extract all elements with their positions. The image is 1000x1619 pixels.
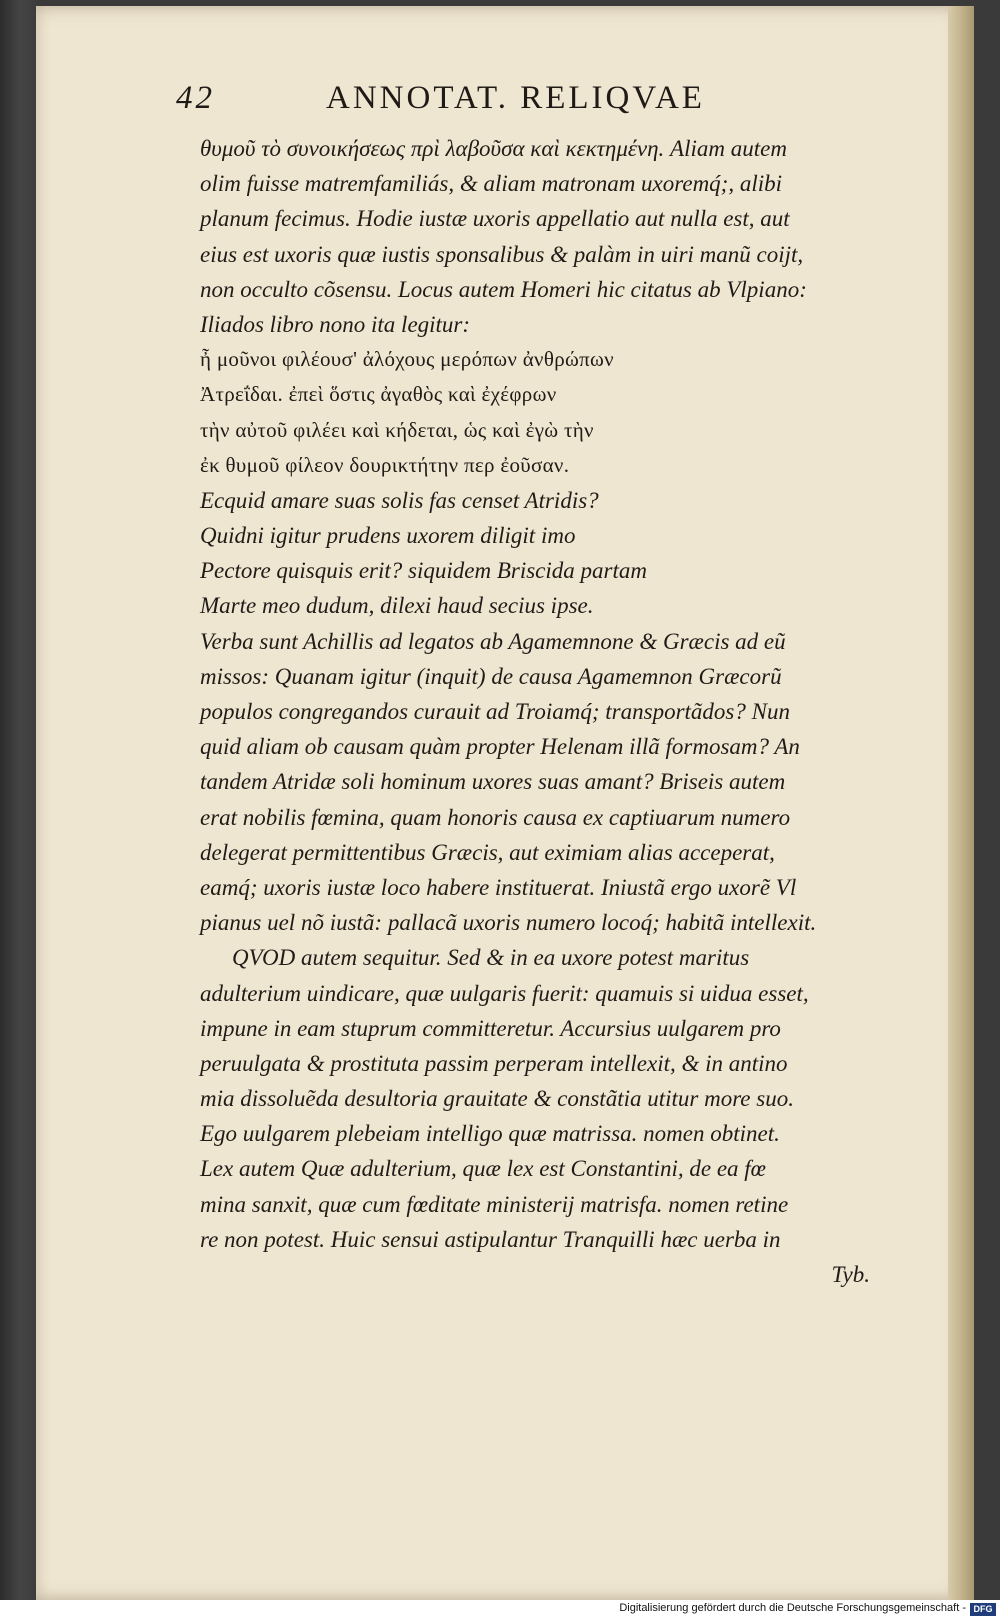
text-line: non occulto cõsensu. Locus autem Homeri hic citatus ab Vlpiano: — [200, 276, 807, 302]
text-line: Iliados libro nono ita legitur: — [200, 311, 471, 337]
page-number: 42 — [176, 80, 215, 116]
latin-verse-line: Ecquid amare suas solis fas censet Atridis? — [200, 487, 599, 513]
text-line: pianus uel nõ iustã: pallacã uxoris numero locoq́; habitã intellexit. — [200, 910, 817, 936]
greek-verse-line: ἦ μοῦνοι φιλέουσ' ἀλόχους μερόπων ἀνθρώπων — [200, 347, 614, 372]
latin-verse-line: Quidni igitur prudens uxorem diligit imo — [200, 523, 576, 549]
text-line: missos: Quanam igitur (inquit) de causa Agamemnon Græcorũ — [200, 663, 782, 689]
page-header — [176, 80, 796, 124]
funding-credit: Digitalisierung gefördert durch die Deutsche Forschungsgemeinschaft - — [619, 1602, 966, 1614]
latin-verse-line: Pectore quisquis erit? siquidem Briscida partam — [200, 558, 647, 584]
text-line: re non potest. Huic sensui astipulantur Tranquilli hæc uerba in — [200, 1226, 781, 1252]
text-line: eamq́; uxoris iustæ loco habere instituerat. Iniustã ergo uxorẽ Vl — [200, 874, 797, 900]
dfg-logo-icon: DFG — [970, 1603, 996, 1616]
text-line: planum fecimus. Hodie iustæ uxoris appellatio aut nulla est, aut — [200, 206, 790, 232]
text-line: Lex autem Quæ adulterium, quæ lex est Constantini, de ea fœ — [200, 1156, 767, 1182]
catchword: Tyb. — [831, 1262, 870, 1287]
text-line: eius est uxoris quæ iustis sponsalibus & palàm in uiri manũ coijt, — [200, 241, 804, 267]
text-line: quid aliam ob causam quàm propter Helenam illã formosam? An — [200, 734, 800, 760]
text-line: olim fuisse matremfamiliás, & aliam matronam uxoremq́;, alibi — [200, 171, 783, 197]
page-edge — [948, 6, 974, 1600]
text-line: θυμοῦ τὸ συνοικήσεως πρὶ λαβοῦσα καὶ κεκτημένη. Aliam autem — [200, 136, 787, 161]
latin-verse-line: Marte meo dudum, dilexi haud secius ipse. — [200, 593, 594, 619]
text-line: delegerat permittentibus Græcis, aut eximiam alias acceperat, — [200, 839, 775, 865]
greek-verse-line: ἐκ θυμοῦ φίλεον δουρικτήτην περ ἐοῦσαν. — [200, 452, 570, 477]
text-line: peruulgata & prostituta passim perperam intellexit, & in antino — [200, 1050, 788, 1076]
text-line: erat nobilis fœmina, quam honoris causa ex captiuarum numero — [200, 804, 791, 830]
running-head: ANNOTAT. RELIQVAE — [326, 80, 705, 116]
text-line: Ego uulgarem plebeiam intelligo quæ matrissa. nomen obtinet. — [200, 1121, 780, 1147]
text-line: mia dissoluẽda desultoria grauitate & constãtia utitur more suo. — [200, 1086, 794, 1112]
footer-bar — [0, 1600, 1000, 1619]
text-line: mina sanxit, quæ cum fœditate ministerij matrisfa. nomen retine — [200, 1191, 789, 1217]
greek-verse-line: τὴν αὐτοῦ φιλέει καὶ κήδεται, ὡς καὶ ἐγὼ τὴν — [200, 417, 594, 442]
text-line: tandem Atridæ soli hominum uxores suas amant? Briseis autem — [200, 769, 786, 795]
paragraph-start-line: QVOD autem sequitur. Sed & in ea uxore potest maritus — [232, 945, 750, 971]
text-line: Verba sunt Achillis ad legatos ab Agamemnone & Græcis ad eũ — [200, 628, 786, 654]
body-text — [200, 131, 900, 1292]
text-line: impune in eam stuprum committeretur. Accursius uulgarem pro — [200, 1015, 781, 1041]
text-line: adulterium uindicare, quæ uulgaris fuerit: quamuis si uidua esset, — [200, 980, 809, 1006]
text-line: populos congregandos curauit ad Troiamq́; transportãdos? Nun — [200, 699, 790, 724]
greek-verse-line: Ἀτρεΐδαι. ἐπεὶ ὅστις ἀγαθὸς καὶ ἐχέφρων — [200, 382, 557, 407]
